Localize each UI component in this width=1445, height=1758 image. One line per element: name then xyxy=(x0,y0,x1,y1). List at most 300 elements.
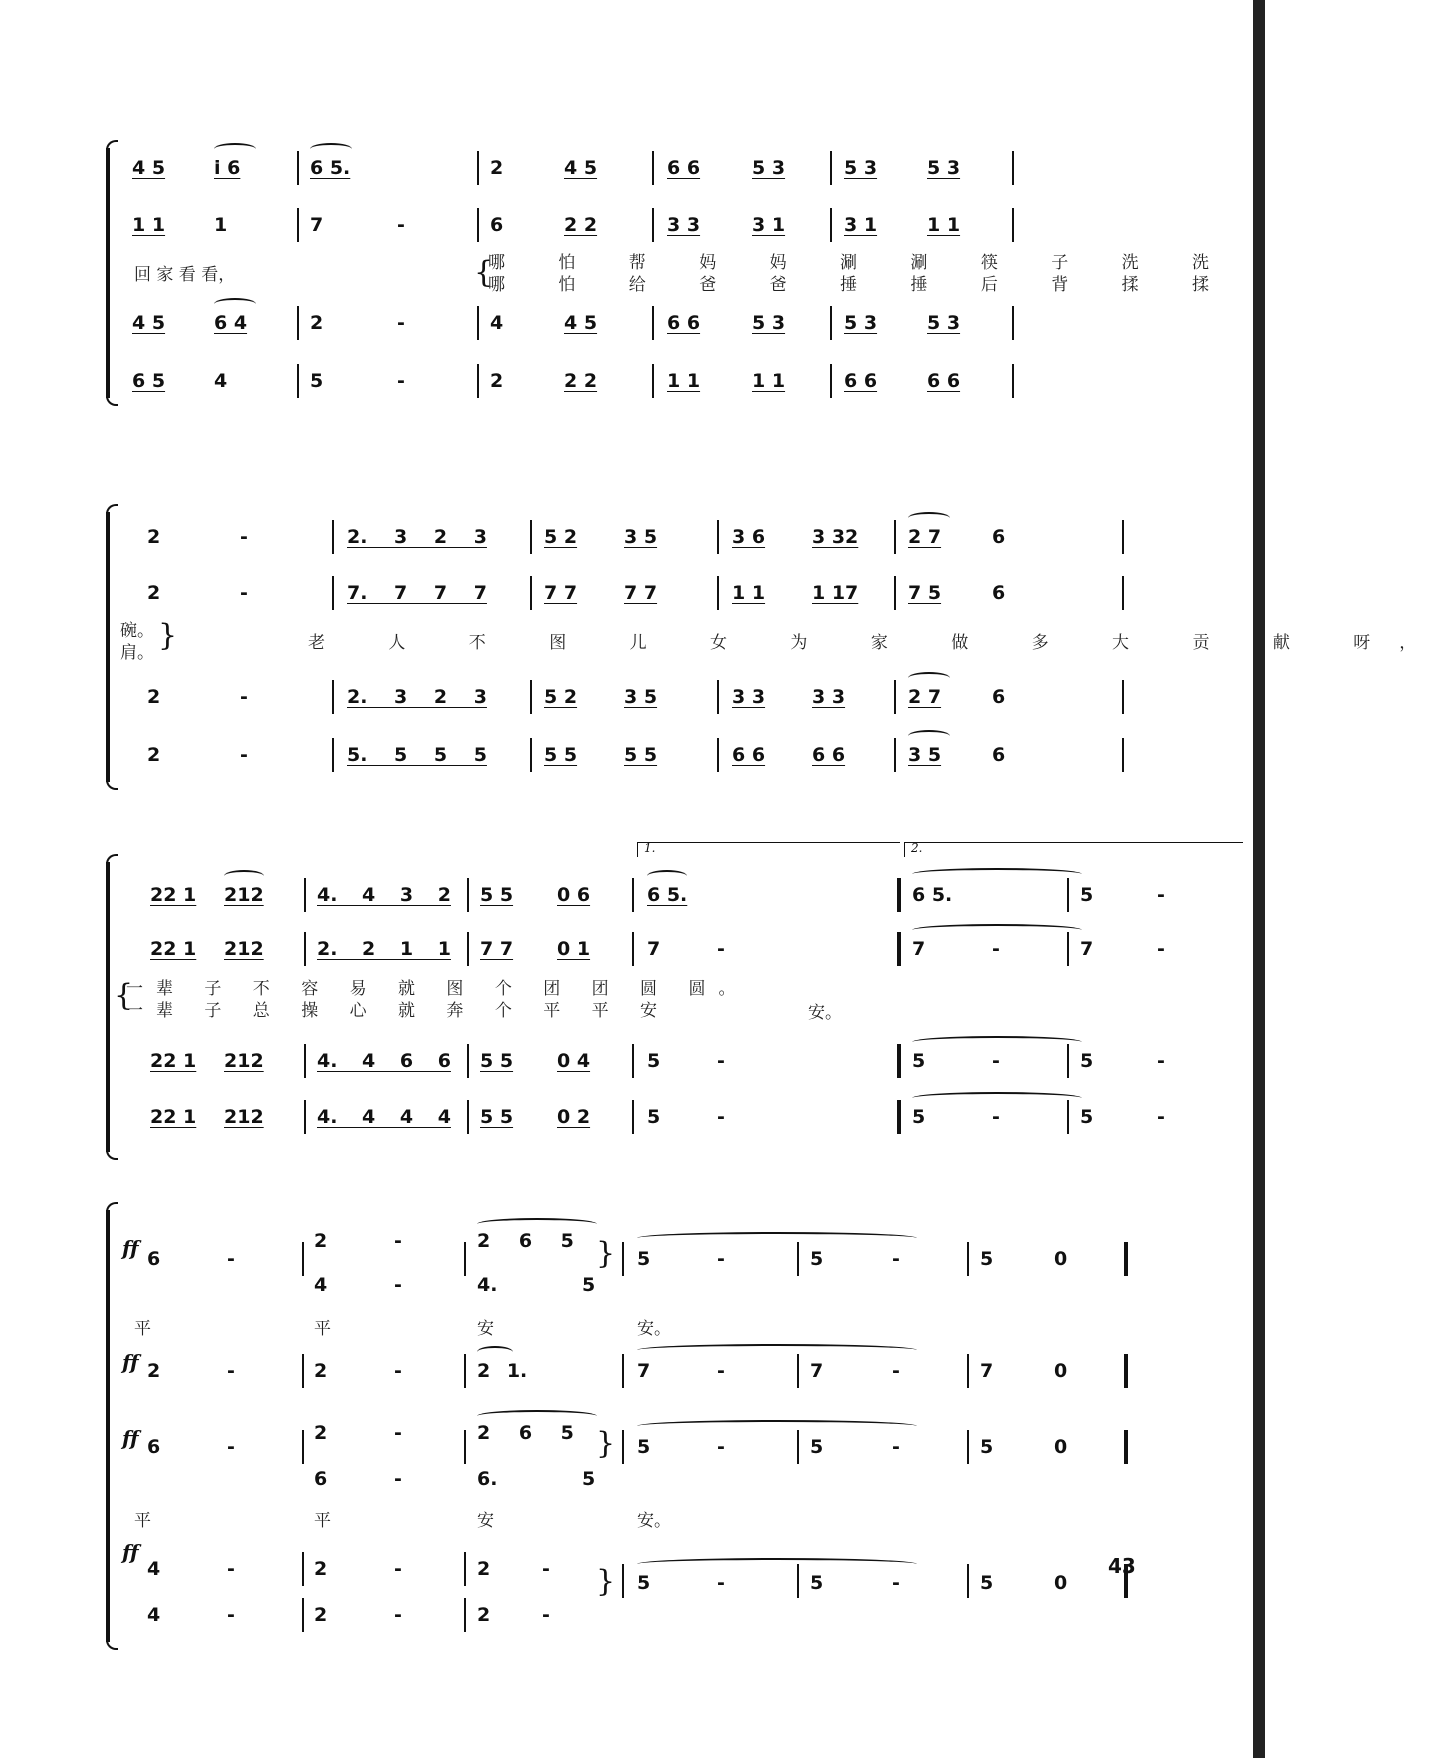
note-group: 2 1. xyxy=(477,1360,528,1382)
slur xyxy=(637,1344,917,1356)
dash: - xyxy=(394,1604,402,1626)
rest: 0 xyxy=(1054,1436,1068,1458)
note: 2 xyxy=(147,744,161,766)
note: 2 xyxy=(147,686,161,708)
note: 6 xyxy=(992,526,1006,548)
note-group: 3 32 xyxy=(812,526,859,548)
note-group: 1 1 xyxy=(132,214,166,236)
dash: - xyxy=(394,1558,402,1580)
dash: - xyxy=(394,1468,402,1490)
lyric-verse-2: 哪 怕 给 爸 爸 捶 捶 后 背 揉 揉 xyxy=(488,275,1234,295)
staff-row xyxy=(112,880,1165,910)
note-group: 0 2 xyxy=(557,1106,591,1128)
lyric-word: 安 xyxy=(477,1511,494,1531)
dash: - xyxy=(397,214,405,236)
note-group: 22 1 xyxy=(150,938,197,960)
barline xyxy=(797,1430,799,1464)
note-group: 212 xyxy=(224,1106,264,1128)
dash: - xyxy=(1157,884,1165,906)
staff-row xyxy=(112,1422,1140,1462)
note-group: 5 5 xyxy=(480,884,514,906)
repeat-barline xyxy=(897,932,904,966)
dash: - xyxy=(542,1558,550,1580)
note: 6 xyxy=(147,1248,161,1270)
dash: - xyxy=(992,1106,1000,1128)
note: 5 xyxy=(912,1050,926,1072)
barline xyxy=(622,1564,624,1598)
barline xyxy=(1122,680,1124,714)
barline xyxy=(530,738,532,772)
barline xyxy=(477,364,479,398)
note: 6 xyxy=(992,582,1006,604)
barline xyxy=(632,878,634,912)
verse-brace: { xyxy=(474,255,494,290)
note: 5 xyxy=(912,1106,926,1128)
dash: - xyxy=(892,1248,900,1270)
dash: - xyxy=(892,1436,900,1458)
note-group: 3 3 xyxy=(667,214,701,236)
dash: - xyxy=(397,312,405,334)
staff-row-sub xyxy=(112,1270,1140,1300)
note-group: 5 5 xyxy=(624,744,658,766)
note-group: 2 7 xyxy=(908,526,942,548)
staff-row xyxy=(112,308,1140,338)
note: 7 xyxy=(310,214,324,236)
note-group: 5 3 xyxy=(844,157,878,179)
note-group: 5 2 xyxy=(544,686,578,708)
note: 4 xyxy=(490,312,504,334)
note-group: 6 6 xyxy=(844,370,878,392)
barline xyxy=(297,208,299,242)
dash: - xyxy=(227,1436,235,1458)
note-group: 2. 2 1 1 xyxy=(317,938,451,960)
note: 7 xyxy=(637,1360,651,1382)
voice-brace: } xyxy=(596,1426,616,1461)
score-system-4 xyxy=(112,1210,1140,1642)
note-group: 3 6 xyxy=(732,526,766,548)
note-group: 1 1 xyxy=(752,370,786,392)
note-group: 1 1 xyxy=(732,582,766,604)
dash: - xyxy=(892,1360,900,1382)
volta-first-ending: 1. xyxy=(637,842,900,857)
note-group: 5 3 xyxy=(752,157,786,179)
barline xyxy=(797,1354,799,1388)
barline xyxy=(530,576,532,610)
lyric-word: 安 xyxy=(477,1319,494,1339)
note: 5 xyxy=(582,1274,596,1296)
system-bracket xyxy=(106,148,116,398)
barline xyxy=(467,1044,469,1078)
barline xyxy=(464,1354,466,1388)
dash: - xyxy=(717,1572,725,1594)
score-system-3 xyxy=(112,841,1165,1152)
final-barline xyxy=(1124,1354,1128,1388)
barline xyxy=(1012,208,1014,242)
barline xyxy=(297,306,299,340)
lyric-line: 回 家 看 看， xyxy=(134,265,236,285)
note: 6 xyxy=(147,1436,161,1458)
note: 2 xyxy=(314,1422,328,1444)
note-group: 6 6 xyxy=(667,157,701,179)
note: 4. xyxy=(477,1274,498,1296)
note: 2 xyxy=(314,1558,328,1580)
lyric-ending-1: 碗。 xyxy=(120,621,154,641)
barline xyxy=(304,1100,306,1134)
note: 4 xyxy=(147,1604,161,1626)
note-group: 0 6 xyxy=(557,884,591,906)
dash: - xyxy=(394,1422,402,1444)
note-group: 5 3 xyxy=(844,312,878,334)
note: 5 xyxy=(647,1106,661,1128)
volta-second-ending: 2. xyxy=(904,842,1243,857)
dash: - xyxy=(394,1360,402,1382)
barline xyxy=(717,576,719,610)
score-system-1 xyxy=(112,148,1234,398)
staff-row xyxy=(112,1046,1165,1076)
note-group: 3 1 xyxy=(844,214,878,236)
note: 5 xyxy=(637,1572,651,1594)
barline xyxy=(464,1552,466,1586)
note-group: 2. 3 2 3 xyxy=(347,526,487,548)
barline xyxy=(894,680,896,714)
barline xyxy=(304,1044,306,1078)
note-group: 3 3 xyxy=(732,686,766,708)
note: 2 xyxy=(147,526,161,548)
verse-brace: } xyxy=(158,618,178,653)
note: 5 xyxy=(980,1572,994,1594)
barline xyxy=(967,1354,969,1388)
staff-row xyxy=(112,740,1140,770)
barline xyxy=(830,306,832,340)
lyric-ending: 安。 xyxy=(808,1003,842,1023)
staff-row xyxy=(112,210,1140,240)
staff-row xyxy=(112,522,1140,552)
verse-brace: { xyxy=(114,978,134,1013)
note-group: 2 7 xyxy=(908,686,942,708)
note: 6. xyxy=(477,1468,498,1490)
lyric-word: 安。 xyxy=(637,1319,671,1339)
staff-row xyxy=(112,153,1140,183)
barline xyxy=(1122,520,1124,554)
note: 2 xyxy=(490,370,504,392)
note: 5 xyxy=(582,1468,596,1490)
staff-row xyxy=(112,934,1165,964)
dash: - xyxy=(1157,938,1165,960)
note: 2 xyxy=(314,1230,328,1252)
note: 5 xyxy=(1080,1050,1094,1072)
barline xyxy=(464,1598,466,1632)
dash: - xyxy=(240,686,248,708)
lyric-word: 平 xyxy=(314,1319,331,1339)
barline xyxy=(302,1552,304,1586)
dash: - xyxy=(394,1230,402,1252)
barline xyxy=(1067,878,1069,912)
note: 5 xyxy=(810,1572,824,1594)
staff-row xyxy=(112,578,1140,608)
rest: 0 xyxy=(1054,1360,1068,1382)
voice-brace: } xyxy=(596,1236,616,1271)
note-group: 4. 4 6 6 xyxy=(317,1050,451,1072)
note-group: 7 7 xyxy=(480,938,514,960)
dash: - xyxy=(892,1572,900,1594)
dash: - xyxy=(394,1274,402,1296)
lyric-line: 老 人 不 图 儿 女 为 家 做 多 大 贡 献 呀， xyxy=(308,633,1445,653)
barline xyxy=(717,738,719,772)
barline xyxy=(1012,364,1014,398)
note-group: 7. 7 7 7 xyxy=(347,582,487,604)
voice-brace: } xyxy=(596,1564,616,1599)
dynamic-marking: ff xyxy=(122,1350,139,1374)
barline xyxy=(1067,1100,1069,1134)
barline xyxy=(1122,738,1124,772)
dash: - xyxy=(240,582,248,604)
lyric-verse-1: 哪 怕 帮 妈 妈 涮 涮 筷 子 洗 洗 xyxy=(488,253,1234,273)
note-group: 5 3 xyxy=(752,312,786,334)
note-group: i 6 xyxy=(214,157,241,179)
note-group: 6 5. xyxy=(912,884,953,906)
note-group: 5 5 xyxy=(480,1050,514,1072)
note-group: 4. 4 4 4 xyxy=(317,1106,451,1128)
repeat-barline xyxy=(897,1044,904,1078)
note-group: 212 xyxy=(224,884,264,906)
dash: - xyxy=(227,1248,235,1270)
note-group: 7 7 xyxy=(624,582,658,604)
note-group: 4 5 xyxy=(564,157,598,179)
dynamic-marking: ff xyxy=(122,1236,139,1260)
barline xyxy=(477,306,479,340)
dash: - xyxy=(227,1604,235,1626)
lyric-verse-1: 一辈 子 不 容 易 就 图 个 团 团 圆 圆。 xyxy=(126,979,749,999)
note-group: 5 3 xyxy=(927,157,961,179)
note-group: 22 1 xyxy=(150,1050,197,1072)
final-barline xyxy=(1124,1430,1128,1464)
staff-row xyxy=(112,366,1140,396)
slur xyxy=(912,868,1082,880)
barline xyxy=(477,208,479,242)
barline xyxy=(332,738,334,772)
repeat-barline xyxy=(897,1100,904,1134)
note: 2 xyxy=(314,1360,328,1382)
barline xyxy=(297,364,299,398)
barline xyxy=(530,520,532,554)
barline xyxy=(894,738,896,772)
repeat-barline xyxy=(897,878,904,912)
note-group: 5 3 xyxy=(927,312,961,334)
staff-row xyxy=(112,1356,1140,1386)
note-group: 1 17 xyxy=(812,582,859,604)
dash: - xyxy=(992,1050,1000,1072)
note-group: 5 5 xyxy=(544,744,578,766)
note-group: 3 5 xyxy=(908,744,942,766)
note: 7 xyxy=(810,1360,824,1382)
dash: - xyxy=(1157,1106,1165,1128)
barline xyxy=(632,1100,634,1134)
note: 6 xyxy=(314,1468,328,1490)
dash: - xyxy=(397,370,405,392)
note: 2 xyxy=(147,1360,161,1382)
score-system-2 xyxy=(112,512,1445,782)
note: 2 xyxy=(490,157,504,179)
note-group: 5 5 xyxy=(480,1106,514,1128)
barline xyxy=(632,1044,634,1078)
barline xyxy=(632,932,634,966)
dash: - xyxy=(717,1360,725,1382)
barline xyxy=(830,208,832,242)
dash: - xyxy=(717,1050,725,1072)
barline xyxy=(894,576,896,610)
barline xyxy=(464,1430,466,1464)
dash: - xyxy=(992,938,1000,960)
note-group: 2 6 5 xyxy=(477,1230,574,1252)
dynamic-marking: ff xyxy=(122,1426,139,1450)
note-group: 1 1 xyxy=(667,370,701,392)
note-group: 6 4 xyxy=(214,312,248,334)
note-group: 2 6 5 xyxy=(477,1422,574,1444)
note: 7 xyxy=(912,938,926,960)
barline xyxy=(797,1564,799,1598)
staff-row-sub xyxy=(112,1600,1140,1630)
note: 4 xyxy=(147,1558,161,1580)
barline xyxy=(302,1354,304,1388)
dash: - xyxy=(717,1436,725,1458)
dash: - xyxy=(240,744,248,766)
note-group: 4 5 xyxy=(564,312,598,334)
note-group: 5. 5 5 5 xyxy=(347,744,487,766)
note-group: 2 2 xyxy=(564,370,598,392)
slur xyxy=(637,1232,917,1244)
page-edge-shadow xyxy=(1253,0,1265,1758)
note: 6 xyxy=(490,214,504,236)
note-group: 0 4 xyxy=(557,1050,591,1072)
page-number: 43 xyxy=(1108,1554,1136,1578)
barline xyxy=(1122,576,1124,610)
barline xyxy=(830,151,832,185)
note-group: 6 5. xyxy=(310,157,351,179)
note-group: 6 5 xyxy=(132,370,166,392)
barline xyxy=(467,878,469,912)
note: 2 xyxy=(147,582,161,604)
note-group: 6 6 xyxy=(927,370,961,392)
note: 6 xyxy=(992,686,1006,708)
note: 5 xyxy=(980,1436,994,1458)
dash: - xyxy=(717,938,725,960)
barline xyxy=(302,1598,304,1632)
lyric-verse-2: 一辈 子 总 操 心 就 奔 个 平 平 安 xyxy=(126,1001,671,1021)
note: 7 xyxy=(980,1360,994,1382)
barline xyxy=(652,364,654,398)
dash: - xyxy=(717,1248,725,1270)
note-group: 212 xyxy=(224,1050,264,1072)
barline xyxy=(530,680,532,714)
note: 2 xyxy=(477,1604,491,1626)
note-group: 5 2 xyxy=(544,526,578,548)
note: 5 xyxy=(810,1248,824,1270)
note-group: 3 3 xyxy=(812,686,846,708)
barline xyxy=(304,878,306,912)
barline xyxy=(717,680,719,714)
note-group: 0 1 xyxy=(557,938,591,960)
note-group: 22 1 xyxy=(150,884,197,906)
note: 5 xyxy=(980,1248,994,1270)
note-group: 6 5. xyxy=(647,884,688,906)
note: 5 xyxy=(1080,884,1094,906)
barline xyxy=(332,680,334,714)
dash: - xyxy=(227,1558,235,1580)
dynamic-marking: ff xyxy=(122,1540,139,1564)
note: 2 xyxy=(314,1604,328,1626)
note: 5 xyxy=(637,1436,651,1458)
barline xyxy=(830,364,832,398)
barline xyxy=(1067,932,1069,966)
lyric-ending-2: 肩。 xyxy=(120,643,154,663)
note: 5 xyxy=(810,1436,824,1458)
barline xyxy=(332,576,334,610)
dash: - xyxy=(542,1604,550,1626)
note-group: 4. 4 3 2 xyxy=(317,884,451,906)
slur xyxy=(637,1558,917,1570)
note: 7 xyxy=(1080,938,1094,960)
note-group: 3 5 xyxy=(624,686,658,708)
barline xyxy=(467,1100,469,1134)
dash: - xyxy=(227,1360,235,1382)
barline xyxy=(622,1430,624,1464)
note-group: 4 5 xyxy=(132,157,166,179)
rest: 0 xyxy=(1054,1248,1068,1270)
rest: 0 xyxy=(1054,1572,1068,1594)
barline xyxy=(717,520,719,554)
barline xyxy=(297,151,299,185)
barline xyxy=(652,151,654,185)
staff-row xyxy=(112,1102,1165,1132)
note-group: 6 6 xyxy=(732,744,766,766)
note: 5 xyxy=(1080,1106,1094,1128)
barline xyxy=(622,1354,624,1388)
note-group: 2 2 xyxy=(564,214,598,236)
dash: - xyxy=(717,1106,725,1128)
note: 1 xyxy=(214,214,228,236)
barline xyxy=(302,1430,304,1464)
note: 4 xyxy=(314,1274,328,1296)
note: 7 xyxy=(647,938,661,960)
barline xyxy=(467,932,469,966)
barline xyxy=(1067,1044,1069,1078)
staff-row-sub xyxy=(112,1464,1140,1494)
note: 4 xyxy=(214,370,228,392)
barline xyxy=(894,520,896,554)
barline xyxy=(1012,151,1014,185)
note-group: 212 xyxy=(224,938,264,960)
note: 5 xyxy=(637,1248,651,1270)
note-group: 3 1 xyxy=(752,214,786,236)
note-group: 2. 3 2 3 xyxy=(347,686,487,708)
dash: - xyxy=(1157,1050,1165,1072)
note-group: 7 7 xyxy=(544,582,578,604)
note-group: 6 6 xyxy=(812,744,846,766)
lyric-word: 安。 xyxy=(637,1511,671,1531)
staff-row xyxy=(112,1554,1140,1599)
barline xyxy=(332,520,334,554)
barline xyxy=(1012,306,1014,340)
note-group: 4 5 xyxy=(132,312,166,334)
slur xyxy=(637,1420,917,1432)
note: 5 xyxy=(310,370,324,392)
barline xyxy=(477,151,479,185)
dash: - xyxy=(240,526,248,548)
barline xyxy=(652,306,654,340)
note-group: 22 1 xyxy=(150,1106,197,1128)
note: 2 xyxy=(310,312,324,334)
note-group: 6 6 xyxy=(667,312,701,334)
